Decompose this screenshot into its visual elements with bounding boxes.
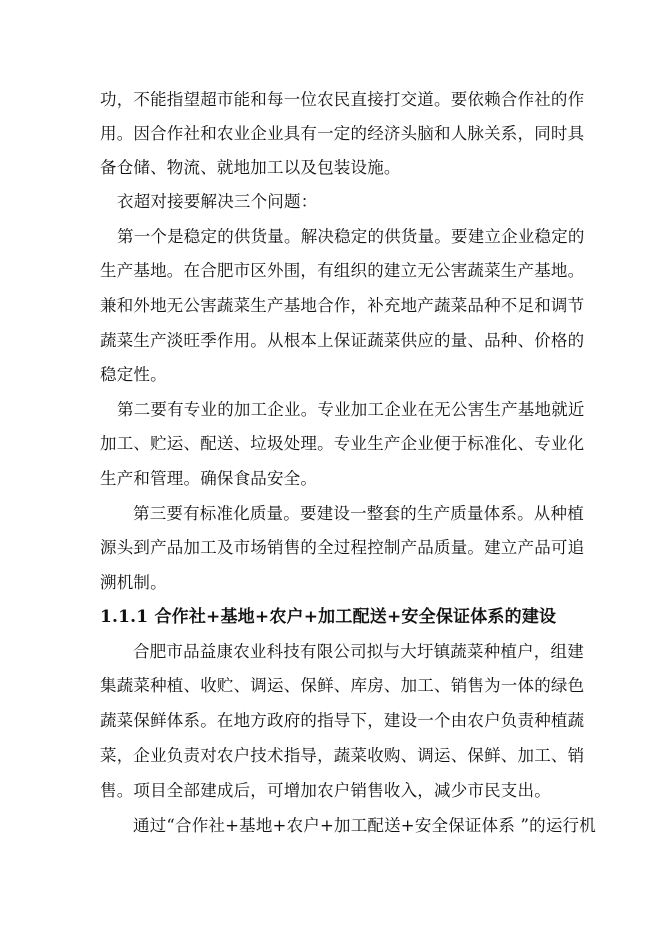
paragraph-line: 加工、贮运、配送、垃圾处理。专业生产企业便于标准化、专业化 [100, 434, 585, 453]
paragraph-line: 稳定性。 [100, 365, 167, 384]
paragraph-line: 集蔬菜种植、收贮、调运、保鲜、库房、加工、销售为一体的绿色 [100, 676, 585, 695]
paragraph-line: 售。项目全部建成后，可增加农户销售收入，减少市民支出。 [100, 781, 551, 800]
paragraph-line: 用。因合作社和农业企业具有一定的经济头脑和人脉关系，同时具 [100, 124, 585, 143]
paragraph-line: 第一个是稳定的供货量。解决稳定的供货量。要建立企业稳定的 [117, 227, 585, 246]
paragraph-line: 蔬菜生产淡旺季作用。从根本上保证蔬菜供应的量、品种、价格的 [100, 331, 585, 350]
paragraph-line: 合肥市品益康农业科技有限公司拟与大圩镇蔬菜种植户，组建 [133, 642, 584, 661]
paragraph-line: 备仓储、物流、就地加工以及包装设施。 [100, 158, 401, 177]
paragraph-line: 溯机制。 [100, 573, 167, 592]
section-heading: 1.1.1 合作社+基地+农户+加工配送+安全保证体系的建设 [100, 607, 557, 627]
paragraph-line: 衣超对接要解决三个问题： [117, 192, 318, 211]
paragraph-line: 生产和管理。确保食品安全。 [100, 469, 318, 488]
paragraph-line: 第三要有标准化质量。要建设一整套的生产质量体系。从种植 [133, 504, 584, 523]
paragraph-line: 通过“合作社+基地+农户+加工配送+安全保证体系 ”的运行机 [133, 816, 596, 835]
paragraph-line: 兼和外地无公害蔬菜生产基地合作，补充地产蔬菜品种不足和调节 [100, 296, 585, 315]
paragraph-line: 菜，企业负责对农户技术指导，蔬菜收购、调运、保鲜、加工、销 [100, 746, 585, 765]
paragraph-line: 功，不能指望超市能和每一位农民直接打交道。要依赖合作社的作 [100, 90, 585, 109]
paragraph-line: 蔬菜保鲜体系。在地方政府的指导下，建设一个由农户负责种植蔬 [100, 711, 585, 730]
paragraph-line: 第二要有专业的加工企业。专业加工企业在无公害生产基地就近 [117, 400, 585, 419]
paragraph-line: 生产基地。在合肥市区外围，有组织的建立无公害蔬菜生产基地。 [100, 261, 585, 280]
paragraph-line: 源头到产品加工及市场销售的全过程控制产品质量。建立产品可追 [100, 538, 585, 557]
